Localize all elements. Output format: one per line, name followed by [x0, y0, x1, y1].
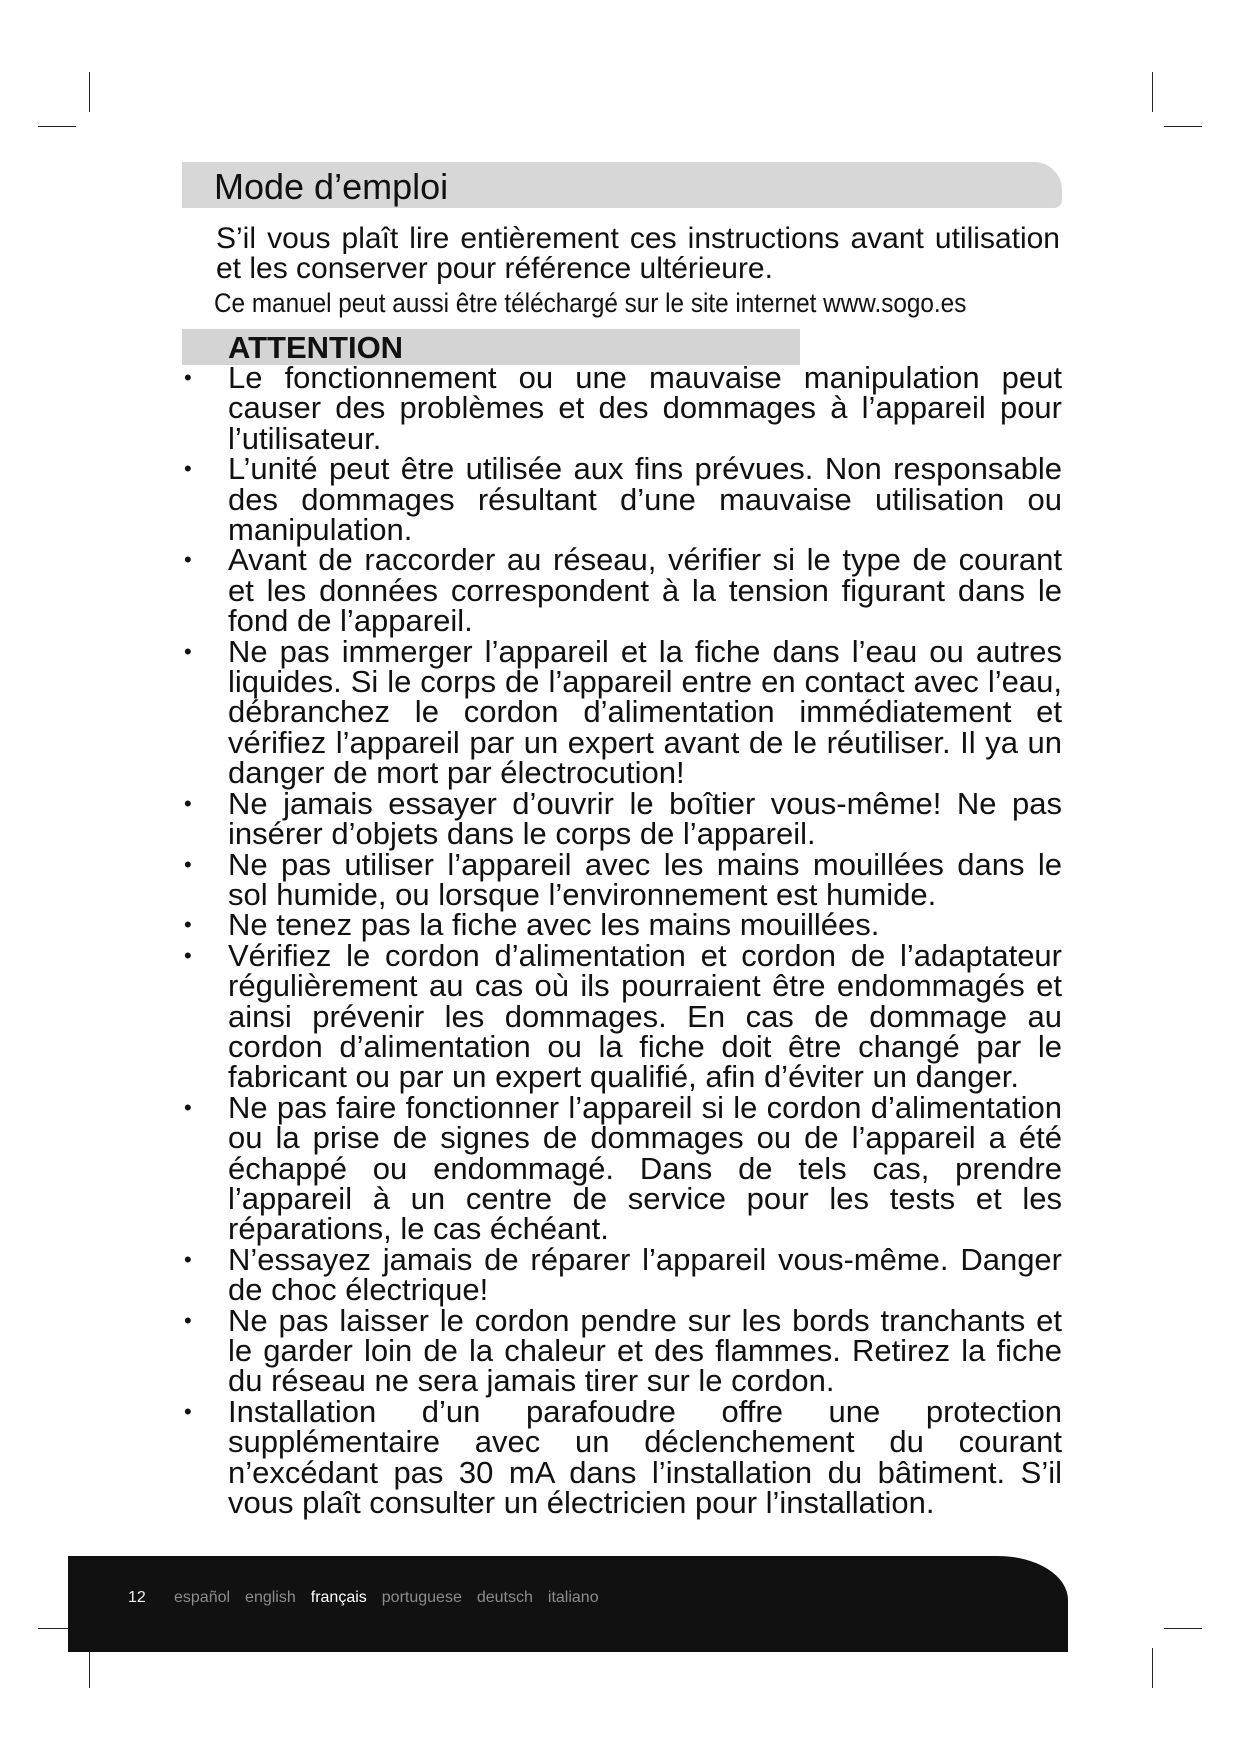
- list-item: [182, 360, 1062, 456]
- list-item-text: L’unité peut être utilisée aux fins prévues. Non responsable des dommages résultant d’une mauvaise utilisation ou manipulation.: [228, 451, 1062, 548]
- page-number: 12: [128, 1589, 146, 1606]
- crop-mark: [89, 1648, 90, 1688]
- crop-mark: [1152, 1648, 1153, 1688]
- list-item: [182, 1089, 1062, 1247]
- language-link-portuguese[interactable]: portuguese: [381, 1589, 462, 1606]
- language-link-italiano[interactable]: italiano: [547, 1589, 599, 1606]
- list-item: [182, 1241, 1062, 1308]
- bullet-icon: •: [184, 790, 192, 816]
- list-item: [182, 937, 1062, 1095]
- crop-mark: [38, 126, 76, 127]
- footer-bar: [68, 1556, 1068, 1652]
- crop-mark: [1152, 72, 1153, 112]
- bullet-icon: •: [184, 638, 192, 664]
- language-link-deutsch[interactable]: deutsch: [476, 1589, 533, 1606]
- list-item: [182, 633, 1062, 791]
- attention-heading: ATTENTION: [228, 330, 404, 365]
- list-item: [182, 542, 1062, 639]
- crop-mark: [1164, 1628, 1202, 1629]
- bullet-icon: •: [184, 1246, 192, 1272]
- download-note: Ce manuel peut aussi être téléchargé sur le site internet www.sogo.es: [214, 288, 967, 318]
- bullet-icon: •: [184, 851, 192, 877]
- list-item-text: Ne pas utiliser l’appareil avec les mains mouillées dans le sol humide, ou lorsque l’environnement est humide.: [228, 846, 1062, 912]
- language-nav: [174, 1589, 614, 1607]
- bullet-icon: •: [184, 912, 192, 938]
- list-item: [182, 451, 1062, 548]
- list-item-text: Ne jamais essayer d’ouvrir le boîtier vous-même! Ne pas insérer d’objets dans le corps de l’appareil.: [228, 785, 1062, 852]
- crop-mark: [1164, 126, 1202, 127]
- bullet-icon: •: [184, 1398, 192, 1424]
- list-item-text: Installation d’un parafoudre offre une protection supplémentaire avec un déclenchement du courant n’excédant pas 30 mA dans l’installation du bâtiment. S’il vous plaît consulter un électricien pour l’installation.: [228, 1393, 1062, 1521]
- list-item-text: Ne pas laisser le cordon pendre sur les bords tranchants et le garder loin de la chaleur et des flammes. Retirez la fiche du réseau ne sera jamais tirer sur le cordon.: [228, 1302, 1062, 1399]
- crop-mark: [89, 72, 90, 112]
- bullet-icon: •: [184, 456, 192, 482]
- language-link-english[interactable]: english: [245, 1589, 296, 1606]
- list-item-text: Vérifiez le cordon d’alimentation et cordon de l’adaptateur régulièrement au cas où ils pourraient être endommagés et ainsi prévenir les dommages. En cas de dommage au cordon d’alimentation ou la fiche doit être changé par le fabricant ou par un expert qualifié, afin d’éviter un danger.: [228, 937, 1062, 1095]
- list-item-text: Le fonctionnement ou une mauvaise manipulation peut causer des problèmes et des dommages à l’appareil pour l’utilisateur.: [228, 360, 1062, 456]
- bullet-icon: •: [184, 547, 192, 573]
- list-item: [182, 907, 1062, 943]
- bullet-icon: •: [184, 1307, 192, 1333]
- list-item-text: Avant de raccorder au réseau, vérifier si le type de courant et les données correspondent à la tension figurant dans le fond de l’appareil.: [228, 542, 1062, 639]
- language-link-francais[interactable]: français: [310, 1589, 367, 1606]
- intro-text: S’il vous plaît lire entièrement ces instructions avant utilisation et les conserver pour référence ultérieure.: [216, 222, 1060, 285]
- attention-list: [182, 360, 1062, 1521]
- list-item-text: Ne pas immerger l’appareil et la fiche dans l’eau ou autres liquides. Si le corps de l’appareil entre en contact avec l’eau, débranchez le cordon d’alimentation immédiatement et vérifiez l’appareil par un expert avant de le réutiliser. Il ya un danger de mort par électrocution!: [228, 633, 1062, 791]
- list-item: [182, 1393, 1062, 1521]
- bullet-icon: •: [184, 365, 192, 390]
- list-item: [182, 846, 1062, 912]
- list-item-text: Ne tenez pas la fiche avec les mains mouillées.: [228, 907, 880, 943]
- page-title: Mode d’emploi: [214, 166, 449, 207]
- list-item: [182, 1302, 1062, 1399]
- list-item-text: N’essayez jamais de réparer l’appareil vous-même. Danger de choc électrique!: [228, 1241, 1062, 1308]
- bullet-icon: •: [184, 1094, 192, 1120]
- bullet-icon: •: [184, 942, 192, 968]
- language-link-espanol[interactable]: español: [174, 1589, 231, 1606]
- list-item: [182, 785, 1062, 852]
- list-item-text: Ne pas faire fonctionner l’appareil si le cordon d’alimentation ou la prise de signes de dommages ou de l’appareil a été échappé ou endommagé. Dans de tels cas, prendre l’appareil à un centre de service pour les tests et les réparations, le cas échéant.: [228, 1089, 1062, 1247]
